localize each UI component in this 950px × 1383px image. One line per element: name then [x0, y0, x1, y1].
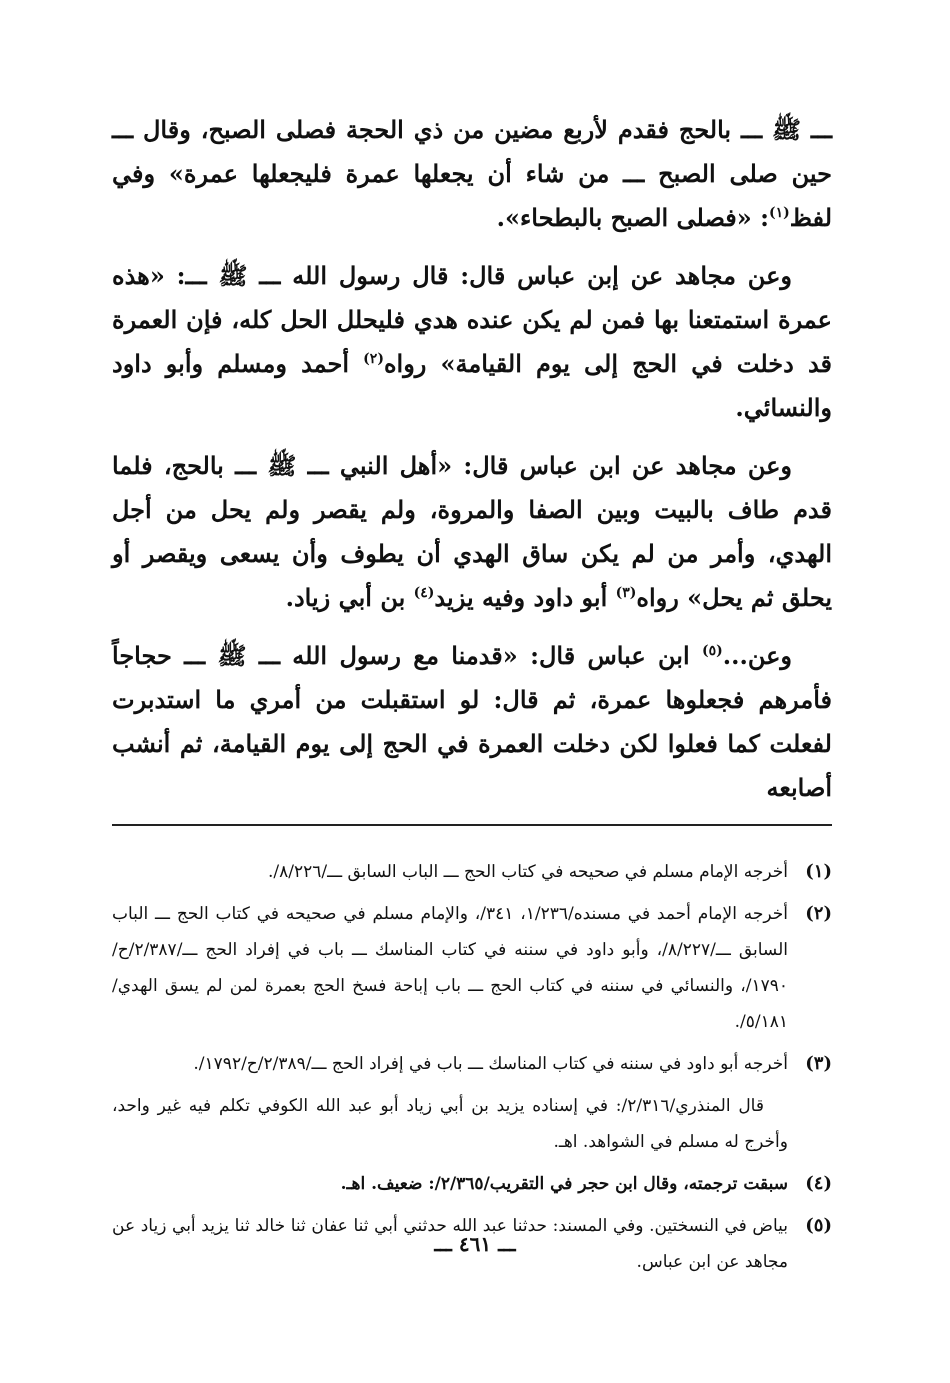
footnote-text: أخرجه أبو داود في سننه في كتاب المناسك ـــ باب في إفراد الحج ـــ/٢/٣٨٩/ح/١٧٩٢/. [193, 1054, 788, 1074]
footnote-ref[interactable]: (٢) [363, 351, 384, 367]
footnotes [112, 854, 832, 1280]
text-segment: بن أبي زياد. [285, 583, 414, 612]
footnote [112, 896, 832, 1040]
footnote-number: (٣) [805, 1053, 832, 1074]
footnote [112, 1046, 832, 1160]
footnote-text: أخرجه الإمام مسلم في صحيحه في كتاب الحج ـــ الباب السابق ـــ/٨/٢٢٦/. [268, 862, 788, 882]
footnote-number: (١) [805, 861, 832, 882]
footnote-body [112, 896, 788, 1040]
text-segment: أحمد ومسلم وأبو داود والنسائي. [112, 349, 832, 422]
paragraph [112, 254, 832, 430]
footnote-ref[interactable]: (٥) [701, 643, 723, 659]
text-segment: ابن عباس قال: «قدمنا مع رسول الله ـــ ﷺ ـــ حجاجاً فأمرهم فجعلوها عمرة، ثم قال: لو استقبلت من أمري ما استدبرت لفعلت كما فعلوا لكن دخلت العمرة في الحج إلى يوم القيامة، ثم أنشب أصابعه [112, 641, 832, 802]
text-segment: : «فصلى الصبح بالبطحاء». [496, 203, 769, 232]
text-segment: أبو داود وفيه يزيد [434, 583, 616, 612]
footnote-text: سبقت ترجمته، وقال ابن حجر في التقريب/٢/٣٦٥/: ضعيف. اهـ. [340, 1174, 788, 1194]
main-text [112, 108, 832, 810]
footnote-ref[interactable]: (٣) [615, 585, 637, 601]
text-segment: وعن مجاهد عن إبن عباس قال: قال رسول الله ـــ ﷺ ـــ: «هذه عمرة استمتعنا بها فمن لم يكن عنده هدي فليحلل الحل كله، فإن العمرة قد دخلت في الحج إلى يوم القيامة» رواه [112, 261, 833, 378]
footnote-text: بياض في النسختين. وفي المسند: حدثنا عبد الله حدثني أبي ثنا عفان ثنا خالد ثنا يزيد أبي زياد عن مجاهد عن ابن عباس. [112, 1216, 788, 1272]
footnote-ref[interactable]: (١) [768, 205, 790, 221]
footnote [112, 854, 832, 890]
footnote-body [112, 854, 788, 890]
footnote-text: أخرجه الإمام أحمد في مسنده/١/٢٣٦، ٣٤١/، والإمام مسلم في صحيحه في كتاب الحج ـــ الباب السابق ـــ/٨/٢٢٧/، وأبو داود في سننه في كتاب المناسك ـــ باب في إفراد الحج ـــ/٢/٣٨٧/ح/١٧٩٠/، والنسائي في سننه في كتاب الحج ـــ باب إباحة فسخ الحج بعمرة لمن لم يسق الهدي/٥/١٨١/. [112, 904, 789, 1032]
footnote [112, 1166, 832, 1202]
footnote-separator [112, 824, 832, 826]
text-segment: ـــ ﷺ ـــ بالحج فقدم لأربع مضين من ذي الحجة فصلى الصبح، وقال ـــ حين صلى الصبح ـــ من شاء أن يجعلها عمرة فليجعلها عمرة» وفي لفظ [112, 115, 832, 232]
paragraph [112, 444, 832, 620]
footnote-number: (٤) [805, 1173, 832, 1194]
text-segment: وعن... [722, 641, 792, 670]
page [112, 108, 832, 1286]
footnote-ref[interactable]: (٤) [413, 585, 435, 601]
footnote-number: (٥) [805, 1215, 832, 1236]
footnote-text: قال المنذري/٢/٣١٦/: في إسناده يزيد بن أبي زياد أبو عبد الله الكوفي تكلم فيه غير واحد، وأخرج له مسلم في الشواهد. اهـ. [112, 1096, 788, 1152]
paragraph [112, 634, 832, 810]
paragraph [112, 108, 832, 240]
footnote-number: (٢) [805, 903, 832, 924]
footnote-body [112, 1166, 788, 1202]
footnote-body [112, 1046, 788, 1160]
text-segment: وعن مجاهد عن ابن عباس قال: «أهل النبي ـــ ﷺ ـــ بالحج، فلما قدم طاف بالبيت وبين الصفا والمروة، ولم يقصر ولم يحل من أجل الهدي، وأمر من لم يكن ساق الهدي أن يطوف وأن يسعى ويقصر أو يحلق ثم يحل» رواه [112, 451, 832, 612]
page-number: ـــ ٤٦١ ـــ [434, 1232, 516, 1256]
